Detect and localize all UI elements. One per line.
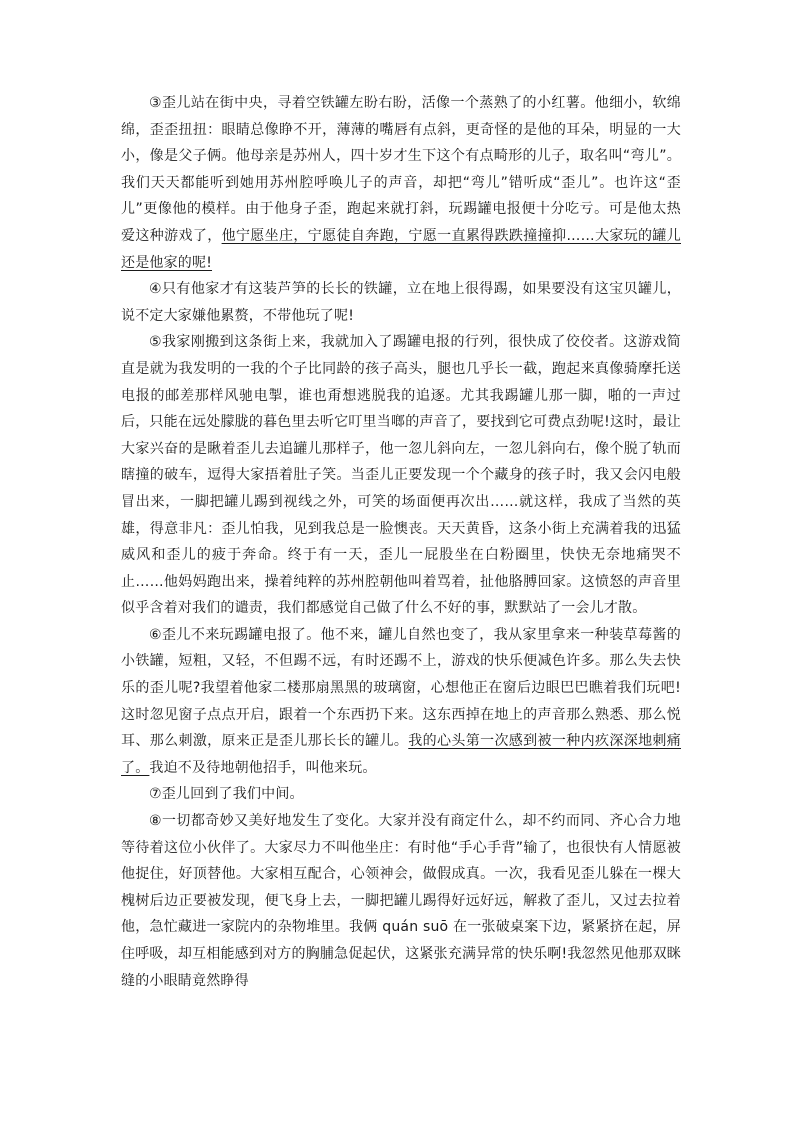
paragraph-5-text: ⑤我家刚搬到这条街上来，我就加入了踢罐电报的行列，很快成了佼佼者。这游戏简直是就为我发明的一我的个子比同龄的孩子高头，腿也几乎长一截，跑起来真像骑摩托送电报的邮差那样风驰电掣，谁也甭想逃脱我的追逐。尤其我踢罐儿那一脚，啪的一声过后，只能在远处朦胧的暮色里去听它叮里当啷的声音了，要找到它可费点劲呢!这时，最让大家兴奋的是瞅着歪儿去追罐儿那样子，他一忽儿斜向左，一忽儿斜向右，像个脱了轨而瞎撞的破车，逗得大家捂着肚子笑。当歪儿正要发现一个个藏身的孩子时，我又会闪电般冒出来，一脚把罐儿踢到视线之外，可笑的场面便再次出……就这样，我成了当然的英雄，得意非凡：歪儿怕我，见到我总是一脸懊丧。天天黄昏，这条小街上充满着我的迅猛威风和歪儿的疲于奔命。终于有一天，歪儿一屁股坐在白粉圈里，快快无奈地痛哭不止……他妈妈跑出来，操着纯粹的苏州腔朝他叫着骂着，扯他胳膊回家。这愤怒的声音里似乎含着对我们的谴责，我们都感觉自己做了什么不好的事，默默站了一会儿才散。 <box>121 334 681 617</box>
paragraph-5 <box>121 329 681 622</box>
paragraph-4-text: ④只有他家才有这装芦笋的长长的铁罐，立在地上很得踢，如果要没有这宝贝罐儿，说不定大家嫌他累赘，不带他玩了呢! <box>121 281 681 324</box>
paragraph-3-underlined-text: 他宁愿坐庄，宁愿徒自奔跑，宁愿一直累得跌跌撞撞抑……大家玩的罐儿还是他家的呢! <box>121 227 681 271</box>
paragraph-8 <box>121 808 681 994</box>
paragraph-6 <box>121 622 681 782</box>
paragraph-7-text: ⑦歪儿回到了我们中间。 <box>149 786 304 803</box>
paragraph-8-text: ⑧一切都奇妙又美好地发生了变化。大家并没有商定什么，却不约而同、齐心合力地等待着这位小伙伴了。大家尽力不叫他坐庄：有时他“手心手背”输了，也很快有人情愿被他捉住，好顶替他。大家相互配合，心领神会，做假成真。一次，我看见歪儿躲在一棵大槐树后边正要被发现，便飞身上去，一脚把罐儿踢得好远好远，解救了歪儿，又过去拉着他，急忙藏进一家院内的杂物堆里。我俩 quán suō 在一张破桌案下边，紧紧挤在起，屏住呼吸，却互相能感到对方的胸脯急促起伏，这紧张充满异常的快乐啊!我忽然见他那双眯缝的小眼睛竟然睁得 <box>121 813 681 989</box>
paragraph-3 <box>121 90 681 276</box>
paragraph-6-text: ⑥歪儿不来玩踢罐电报了。他不来，罐儿自然也变了，我从家里拿来一种装草莓酱的小铁罐，短粗，又轻，不但踢不远，有时还踢不上，游戏的快乐便减色许多。那么失去快乐的歪儿呢?我望着他家二楼那扇黑黑的玻璃窗，心想他正在窗后边眼巴巴瞧着我们玩吧!这时忽见窗子点点开启，跟着一个东西扔下来。这东西掉在地上的声音那么熟悉、那么悦耳、那么刺激，原来正是歪儿那长长的罐儿。 <box>121 626 681 750</box>
paragraph-3-text: ③歪儿站在街中央，寻着空铁罐左盼右盼，活像一个蒸熟了的小红薯。他细小，软绵绵，歪歪扭扭：眼睛总像睁不开，薄薄的嘴唇有点斜，更奇怪的是他的耳朵，明显的一大小，像是父子俩。他母亲是苏州人，四十岁才生下这个有点畸形的儿子，取名叫“弯儿”。我们天天都能听到她用苏州腔呼唤儿子的声音，却把“弯儿”错听成“歪儿”。也许这“歪儿”更像他的模样。由于他身子歪，跑起来就打斜，玩踢罐电报便十分吃亏。可是他太热爱这种游戏了， <box>121 95 681 244</box>
paragraph-4 <box>121 276 681 329</box>
article-body <box>121 90 681 994</box>
paragraph-6-underlined-text: 我的心头第一次感到被一种内疚深深地刺痛了。 <box>121 733 681 776</box>
paragraph-6-text-end: 我迫不及待地朝他招手，叫他来玩。 <box>149 759 377 776</box>
paragraph-7 <box>121 781 681 808</box>
